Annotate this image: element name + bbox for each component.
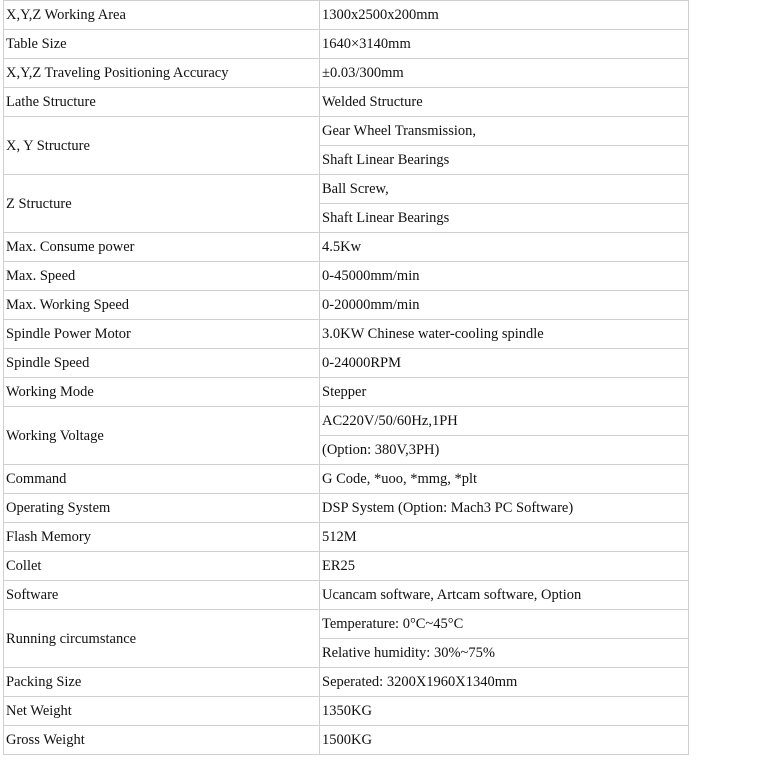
spec-label-cell: X,Y,Z Working Area <box>4 1 320 30</box>
spec-label-cell: X, Y Structure <box>4 117 320 175</box>
spec-value-cell: 0-45000mm/min <box>320 262 689 291</box>
spec-value-cell: (Option: 380V,3PH) <box>320 436 689 465</box>
table-row <box>4 494 689 523</box>
spec-label-cell: Packing Size <box>4 668 320 697</box>
spec-table <box>3 0 689 755</box>
spec-label-cell: Lathe Structure <box>4 88 320 117</box>
spec-value-cell: 0-24000RPM <box>320 349 689 378</box>
table-row <box>4 668 689 697</box>
spec-value-cell: Seperated: 3200X1960X1340mm <box>320 668 689 697</box>
spec-label-cell: X,Y,Z Traveling Positioning Accuracy <box>4 59 320 88</box>
spec-label-cell: Working Voltage <box>4 407 320 465</box>
spec-value-cell: 1640×3140mm <box>320 30 689 59</box>
table-row <box>4 320 689 349</box>
spec-value-cell: AC220V/50/60Hz,1PH <box>320 407 689 436</box>
spec-label-cell: Z Structure <box>4 175 320 233</box>
spec-table-body <box>4 1 689 755</box>
spec-value-cell: 3.0KW Chinese water-cooling spindle <box>320 320 689 349</box>
spec-label-cell: Gross Weight <box>4 726 320 755</box>
table-row <box>4 726 689 755</box>
spec-label-cell: Operating System <box>4 494 320 523</box>
spec-value-cell: Temperature: 0°C~45°C <box>320 610 689 639</box>
spec-label-cell: Max. Consume power <box>4 233 320 262</box>
table-row <box>4 88 689 117</box>
table-row <box>4 407 689 436</box>
spec-value-cell: Stepper <box>320 378 689 407</box>
spec-label-cell: Software <box>4 581 320 610</box>
spec-value-cell: ER25 <box>320 552 689 581</box>
spec-label-cell: Spindle Speed <box>4 349 320 378</box>
spec-value-cell: Shaft Linear Bearings <box>320 204 689 233</box>
table-row <box>4 291 689 320</box>
table-row <box>4 523 689 552</box>
spec-value-cell: Relative humidity: 30%~75% <box>320 639 689 668</box>
spec-label-cell: Table Size <box>4 30 320 59</box>
table-row <box>4 378 689 407</box>
table-row <box>4 610 689 639</box>
table-row <box>4 581 689 610</box>
table-row <box>4 1 689 30</box>
table-row <box>4 552 689 581</box>
spec-label-cell: Collet <box>4 552 320 581</box>
table-row <box>4 59 689 88</box>
spec-value-cell: ±0.03/300mm <box>320 59 689 88</box>
table-row <box>4 262 689 291</box>
table-row <box>4 30 689 59</box>
table-row <box>4 465 689 494</box>
spec-value-cell: 1350KG <box>320 697 689 726</box>
spec-value-cell: Welded Structure <box>320 88 689 117</box>
spec-value-cell: Ball Screw, <box>320 175 689 204</box>
spec-label-cell: Working Mode <box>4 378 320 407</box>
spec-value-cell: 0-20000mm/min <box>320 291 689 320</box>
spec-label-cell: Spindle Power Motor <box>4 320 320 349</box>
spec-value-cell: 1500KG <box>320 726 689 755</box>
spec-value-cell: 4.5Kw <box>320 233 689 262</box>
table-row <box>4 117 689 146</box>
spec-value-cell: Shaft Linear Bearings <box>320 146 689 175</box>
spec-value-cell: Ucancam software, Artcam software, Option <box>320 581 689 610</box>
spec-label-cell: Flash Memory <box>4 523 320 552</box>
spec-label-cell: Max. Working Speed <box>4 291 320 320</box>
spec-label-cell: Running circumstance <box>4 610 320 668</box>
table-row <box>4 349 689 378</box>
table-row <box>4 697 689 726</box>
spec-value-cell: 512M <box>320 523 689 552</box>
table-row <box>4 175 689 204</box>
spec-value-cell: DSP System (Option: Mach3 PC Software) <box>320 494 689 523</box>
spec-value-cell: G Code, *uoo, *mmg, *plt <box>320 465 689 494</box>
spec-value-cell: Gear Wheel Transmission, <box>320 117 689 146</box>
spec-label-cell: Max. Speed <box>4 262 320 291</box>
spec-label-cell: Net Weight <box>4 697 320 726</box>
spec-value-cell: 1300x2500x200mm <box>320 1 689 30</box>
spec-label-cell: Command <box>4 465 320 494</box>
table-row <box>4 233 689 262</box>
